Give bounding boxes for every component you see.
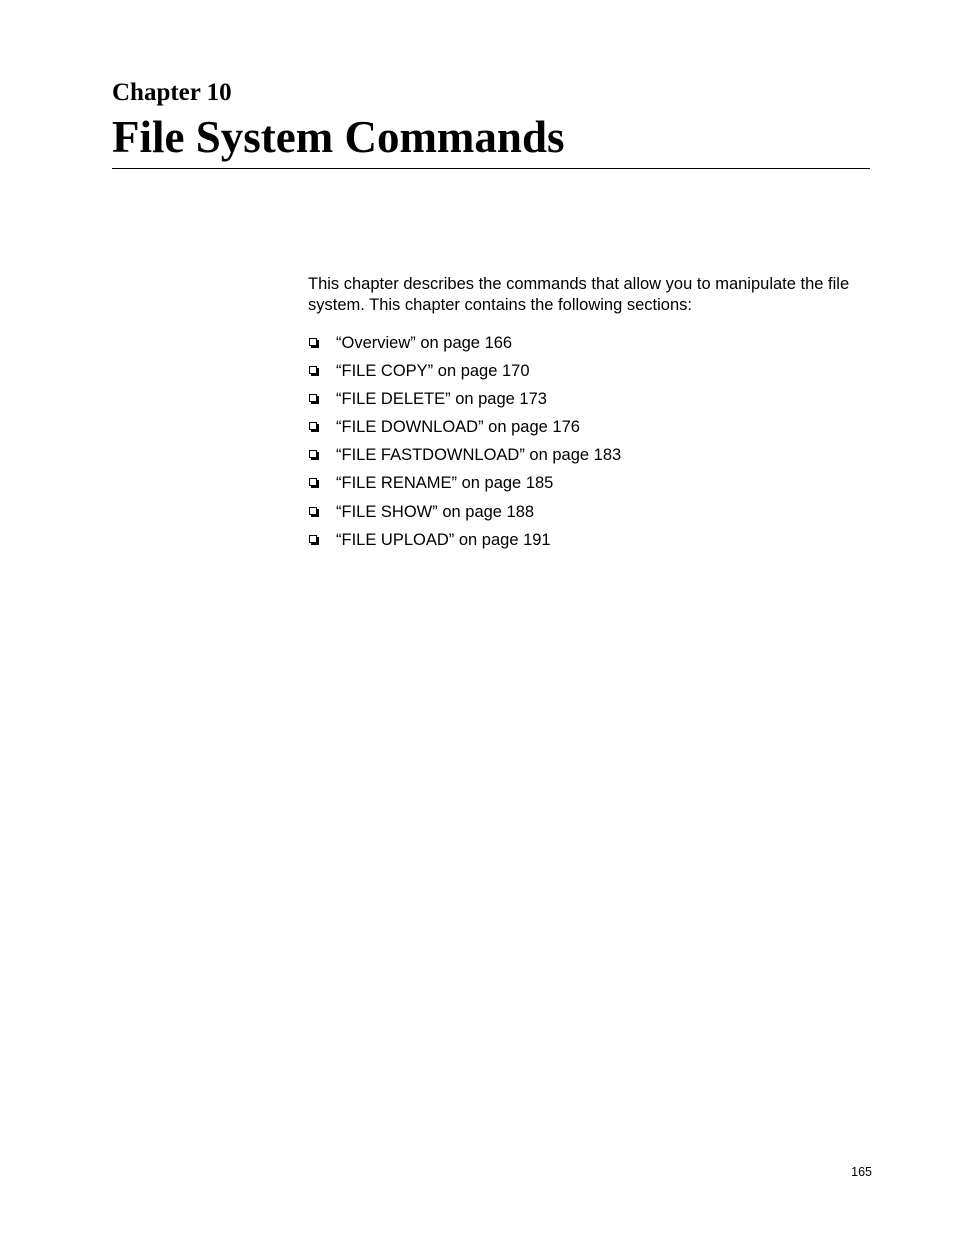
checkbox-icon — [309, 507, 317, 515]
chapter-title: File System Commands — [112, 112, 565, 162]
chapter-label: Chapter 10 — [112, 79, 232, 106]
list-item[interactable] — [308, 471, 621, 499]
list-item[interactable] — [308, 415, 621, 443]
list-item[interactable] — [308, 331, 621, 359]
section-link[interactable]: “FILE UPLOAD” on page 191 — [336, 530, 551, 549]
section-link[interactable]: “FILE DELETE” on page 173 — [336, 390, 547, 409]
list-item[interactable] — [308, 528, 621, 556]
list-item[interactable] — [308, 500, 621, 528]
title-divider — [112, 168, 870, 169]
list-item[interactable] — [308, 387, 621, 415]
checkbox-icon — [309, 366, 317, 374]
section-link[interactable]: “FILE COPY” on page 170 — [336, 362, 530, 381]
intro-paragraph: This chapter describes the commands that allow you to manipulate the file system. This chapter contains the following sections: — [308, 275, 850, 314]
checkbox-icon — [309, 450, 317, 458]
section-link[interactable]: “Overview” on page 166 — [336, 334, 513, 352]
section-link[interactable]: “FILE FASTDOWNLOAD” on page 183 — [336, 446, 622, 465]
checkbox-icon — [309, 394, 317, 402]
checkbox-icon — [309, 338, 317, 346]
checkbox-icon — [309, 535, 317, 543]
section-link[interactable]: “FILE RENAME” on page 185 — [336, 474, 554, 493]
section-list — [308, 331, 621, 556]
section-link[interactable]: “FILE DOWNLOAD” on page 176 — [336, 418, 580, 437]
list-item[interactable] — [308, 443, 621, 471]
checkbox-icon — [309, 478, 317, 486]
list-item[interactable] — [308, 359, 621, 387]
checkbox-icon — [309, 422, 317, 430]
section-link[interactable]: “FILE SHOW” on page 188 — [336, 502, 535, 521]
page-number: 165 — [851, 1165, 872, 1179]
